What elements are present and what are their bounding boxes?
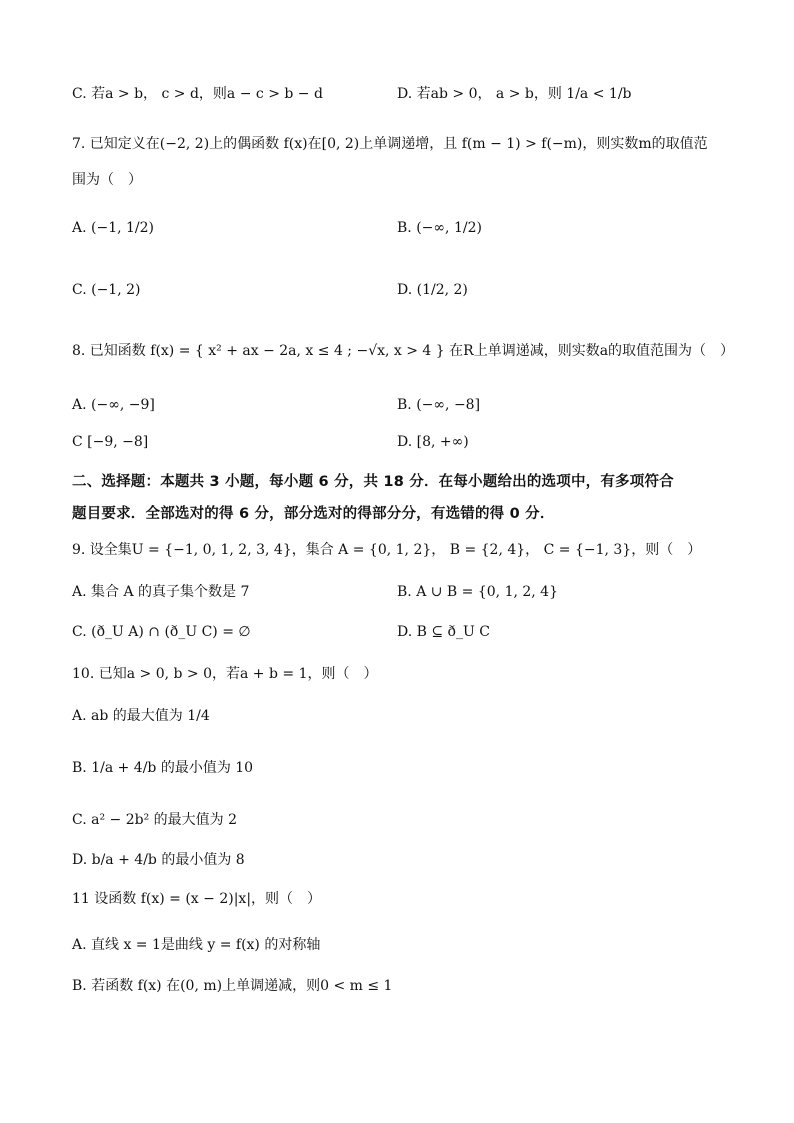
q6-option-c: C. 若a > b， c > d，则a − c > b − d (72, 86, 323, 102)
q10-option-c: C. a² − 2b² 的最大值为 2 (72, 812, 237, 828)
q10-option-d: D. b/a + 4/b 的最小值为 8 (72, 852, 245, 868)
q8-stem: 8. 已知函数 f(x) = { x² + ax − 2a, x ≤ 4 ; −√x, x > 4 } 在R上单调递减，则实数a的取值范围为（ ） (72, 343, 735, 359)
q7-option-a: A. (−1, 1/2) (72, 220, 155, 236)
q9-option-b: B. A ∪ B = {0, 1, 2, 4} (397, 584, 558, 600)
q9-option-c: C. (ð_U A) ∩ (ð_U C) = ∅ (72, 624, 251, 640)
q8-option-d: D. [8, +∞) (397, 434, 469, 450)
section-2-heading-line1: 二、选择题：本题共 3 小题，每小题 6 分，共 18 分．在每小题给出的选项中，有多项符合 (72, 474, 674, 490)
q6-option-d: D. 若ab > 0， a > b，则 1/a < 1/b (397, 86, 632, 102)
q10-stem: 10. 已知a > 0, b > 0，若a + b = 1，则（ ） (72, 666, 378, 682)
q10-option-b: B. 1/a + 4/b 的最小值为 10 (72, 760, 254, 776)
q9-option-d: D. B ⊆ ð_U C (397, 624, 490, 640)
q7-option-b: B. (−∞, 1/2) (397, 220, 482, 236)
q9-stem: 9. 设全集U = {−1, 0, 1, 2, 3, 4}，集合 A = {0, 1, 2}， B = {2, 4}， C = {−1, 3}，则（ ） (72, 542, 702, 558)
q7-option-d: D. (1/2, 2) (397, 282, 468, 298)
section-2-heading-line2: 题目要求．全部选对的得 6 分，部分选对的得部分分，有选错的得 0 分． (72, 506, 555, 522)
q7-option-c: C. (−1, 2) (72, 282, 141, 298)
q8-option-a: A. (−∞, −9] (72, 397, 155, 413)
q11-option-b: B. 若函数 f(x) 在(0, m)上单调递减，则0 < m ≤ 1 (72, 978, 393, 994)
q7-stem-line2: 围为（ ） (72, 172, 142, 188)
q11-option-a: A. 直线 x = 1是曲线 y = f(x) 的对称轴 (72, 937, 321, 953)
q10-option-a: A. ab 的最大值为 1/4 (72, 708, 210, 724)
q8-option-c: C [−9, −8] (72, 434, 149, 450)
q11-stem: 11 设函数 f(x) = (x − 2)|x|，则（ ） (72, 891, 322, 907)
q7-stem-line1: 7. 已知定义在(−2, 2)上的偶函数 f(x)在[0, 2)上单调递增，且 f(m − 1) > f(−m)，则实数m的取值范 (72, 136, 708, 152)
q9-option-a: A. 集合 A 的真子集个数是 7 (72, 584, 250, 600)
q8-option-b: B. (−∞, −8] (397, 397, 481, 413)
